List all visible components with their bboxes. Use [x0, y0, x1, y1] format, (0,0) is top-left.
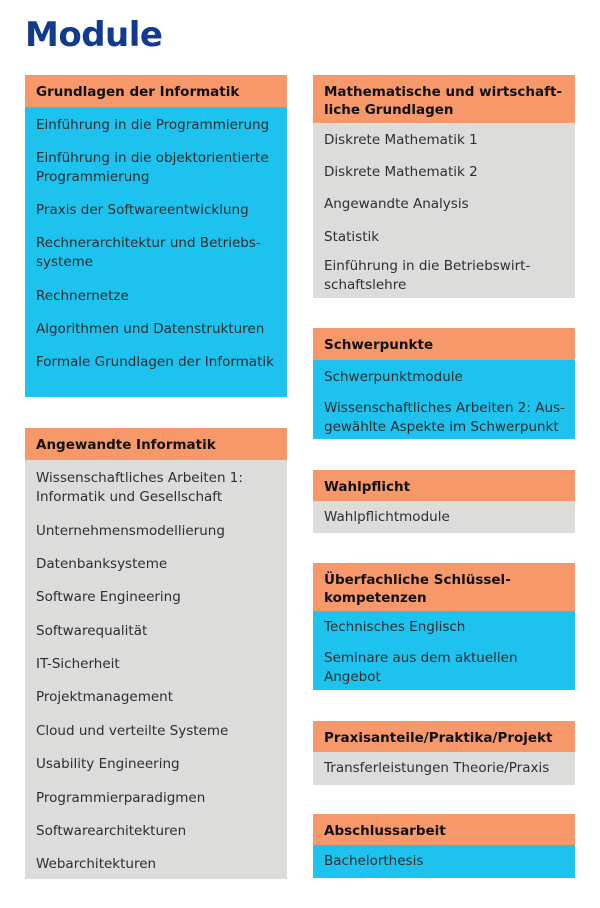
- module-list: [313, 752, 575, 785]
- module-item: Usability Engineering: [36, 756, 180, 772]
- module-item: Rechnerarchitektur und Betriebssysteme: [36, 235, 261, 270]
- module-list: [25, 107, 287, 397]
- module-box-angewandte-informatik: [25, 428, 287, 879]
- module-item: Bachelorthesis: [324, 853, 424, 869]
- module-item: Statistik: [324, 229, 380, 245]
- module-header: Grundlagen der Informatik: [25, 75, 287, 107]
- module-header: Angewandte Informatik: [25, 428, 287, 460]
- module-box-wahlpflicht: [313, 470, 575, 533]
- module-item: Rechnernetze: [36, 288, 129, 304]
- module-list: [313, 123, 575, 298]
- module-header: Überfachliche Schlüsselkompetenzen: [313, 563, 575, 611]
- page-title: Module: [25, 15, 163, 55]
- module-item: Praxis der Softwareentwicklung: [36, 202, 249, 218]
- module-list: [313, 845, 575, 878]
- module-item: Technisches Englisch: [324, 619, 466, 635]
- module-item: Diskrete Mathematik 1: [324, 132, 478, 148]
- module-item: Programmierparadigmen: [36, 790, 206, 806]
- module-item: Cloud und verteilte Systeme: [36, 723, 229, 739]
- module-item: Projektmanagement: [36, 689, 174, 705]
- module-item: Webarchitekturen: [36, 856, 157, 872]
- module-list: [313, 501, 575, 533]
- module-list: [25, 460, 287, 879]
- module-item: Software Engineering: [36, 589, 181, 605]
- module-item: Algorithmen und Datenstrukturen: [36, 321, 265, 337]
- module-item: Schwerpunktmodule: [324, 369, 463, 385]
- module-item: Transferleistungen Theorie/Praxis: [324, 760, 550, 776]
- module-box-mathematik: [313, 75, 575, 298]
- module-item: Unternehmensmodellierung: [36, 523, 225, 539]
- module-item: Seminare aus dem aktuellen Angebot: [324, 650, 518, 685]
- module-item: Softwarearchitekturen: [36, 823, 187, 839]
- module-item: Diskrete Mathematik 2: [324, 164, 478, 180]
- module-item: Wahlpflichtmodule: [324, 509, 450, 525]
- module-box-praxisanteile: [313, 721, 575, 785]
- module-item: Wissenschaftliches Arbeiten 2: Ausgewählte Aspekte im Schwerpunkt: [324, 400, 565, 435]
- module-item: Einführung in die objektorientierte Programmierung: [36, 150, 269, 185]
- module-item: Datenbanksysteme: [36, 556, 168, 572]
- module-item: Angewandte Analysis: [324, 196, 469, 212]
- module-list: [313, 360, 575, 439]
- module-box-abschlussarbeit: [313, 814, 575, 878]
- module-item: Wissenschaftliches Arbeiten 1: Informatik und Gesellschaft: [36, 470, 243, 505]
- module-item: IT-Sicherheit: [36, 656, 120, 672]
- module-item: Softwarequalität: [36, 623, 148, 639]
- module-list: [313, 611, 575, 690]
- module-header: Abschlussarbeit: [313, 814, 575, 845]
- module-header: Schwerpunkte: [313, 328, 575, 360]
- module-item: Formale Grundlagen der Informatik: [36, 354, 274, 370]
- module-header: Wahlpflicht: [313, 470, 575, 501]
- module-item: Einführung in die Programmierung: [36, 117, 270, 133]
- module-header: Mathematische und wirtschaftliche Grundlagen: [313, 75, 575, 123]
- module-item: Einführung in die Betriebswirtschaftslehre: [324, 258, 531, 293]
- module-box-grundlagen-informatik: [25, 75, 287, 397]
- module-box-schluesselkompetenzen: [313, 563, 575, 690]
- module-box-schwerpunkte: [313, 328, 575, 439]
- module-header: Praxisanteile/Praktika/Projekt: [313, 721, 575, 752]
